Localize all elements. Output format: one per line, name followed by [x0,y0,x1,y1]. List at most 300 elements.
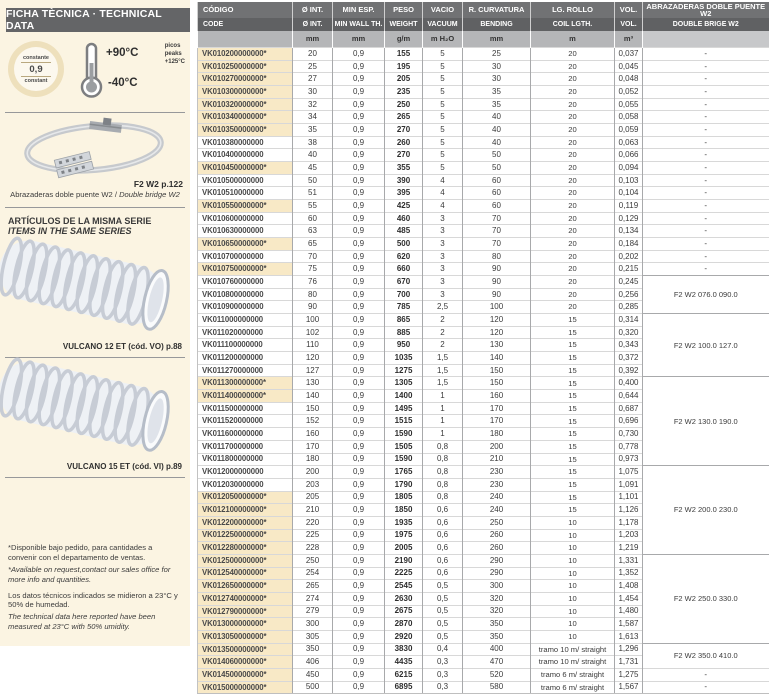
clamp-cell: - [643,668,769,681]
coil-cell: 15 [531,478,615,491]
code-cell: VK011600000000 [198,428,293,441]
diameter-cell: 20 [293,48,333,61]
bending-cell: 300 [463,580,531,593]
table-row [198,643,769,656]
volume-cell: 0,066 [615,149,643,162]
footnote-availability-en: *Available on request,contact our sales office for more info and quantities. [8,564,171,584]
bending-cell: 400 [463,643,531,656]
clamp-page-ref: F2 W2 p.122 [133,179,183,189]
weight-cell: 1515 [385,415,423,428]
wall-cell: 0,9 [333,276,385,289]
diameter-cell: 200 [293,466,333,479]
col-header-es: PESO [385,2,423,18]
wall-cell: 0,9 [333,200,385,213]
table-row [198,681,769,694]
sheet-title-text: FICHA TÈCNICA · TECHNICAL DATA [6,8,162,32]
weight-cell: 1850 [385,504,423,517]
wall-cell: 0,9 [333,187,385,200]
wall-cell: 0,9 [333,136,385,149]
code-cell: VK013050000000* [198,630,293,643]
diameter-cell: 65 [293,238,333,251]
coil-cell: 20 [531,162,615,175]
bending-cell: 30 [463,73,531,86]
weight-cell: 265 [385,111,423,124]
vacuum-cell: 3 [423,288,463,301]
code-cell: VK011000000000 [198,314,293,327]
clamp-cell: - [643,48,769,61]
col-header-es: Ø INT. [293,2,333,18]
diameter-cell: 274 [293,592,333,605]
diameter-cell: 38 [293,136,333,149]
diameter-cell: 110 [293,339,333,352]
bending-cell: 90 [463,276,531,289]
volume-cell: 0,048 [615,73,643,86]
table-row [198,225,769,238]
clamp-cell: - [643,212,769,225]
vacuum-cell: 1 [423,415,463,428]
weight-cell: 6895 [385,681,423,694]
footnotes [8,543,182,638]
volume-cell: 0,343 [615,339,643,352]
diameter-cell: 228 [293,542,333,555]
weight-cell: 460 [385,212,423,225]
diameter-cell: 90 [293,301,333,314]
wall-cell: 0,9 [333,466,385,479]
vacuum-cell: 0,6 [423,516,463,529]
table-row [198,73,769,86]
code-cell: VK010300000000* [198,86,293,99]
vacuum-cell: 3 [423,263,463,276]
volume-cell: 0,687 [615,402,643,415]
volume-cell: 0,184 [615,238,643,251]
col-header-en: BENDING [463,18,531,31]
badge-label-en: constant [24,77,48,84]
wall-cell: 0,9 [333,453,385,466]
code-cell: VK012650000000* [198,580,293,593]
wall-cell: 0,9 [333,314,385,327]
badge-label-es: constante [23,54,49,61]
diameter-cell: 51 [293,187,333,200]
weight-cell: 1790 [385,478,423,491]
diameter-cell: 55 [293,200,333,213]
coil-cell: 20 [531,301,615,314]
clamp-caption-es: Abrazaderas doble puente W2 / [10,190,120,199]
vacuum-cell: 0,5 [423,580,463,593]
coil-cell: 15 [531,491,615,504]
volume-cell: 0,696 [615,415,643,428]
bending-cell: 35 [463,98,531,111]
weight-cell: 660 [385,263,423,276]
wall-cell: 0,9 [333,390,385,403]
clamp-group-cell: F2 W2 250.0 330.0 [643,554,769,643]
coil-cell: 20 [531,187,615,200]
table-row [198,162,769,175]
bending-cell: 70 [463,238,531,251]
bending-cell: 60 [463,200,531,213]
clamp-cell: - [643,162,769,175]
series-title-en: ITEMS IN THE SAME SERIES [8,226,132,236]
volume-cell: 0,215 [615,263,643,276]
bending-cell: 350 [463,618,531,631]
diameter-cell: 203 [293,478,333,491]
clamp-group-cell: F2 W2 076.0 090.0 [643,276,769,314]
wall-cell: 0,9 [333,288,385,301]
code-cell: VK010600000000 [198,212,293,225]
volume-cell: 0,052 [615,86,643,99]
col-header-en: DOUBLE BRIGE W2 [643,18,769,31]
temp-min: -40°C [108,77,138,89]
volume-cell: 1,331 [615,554,643,567]
code-cell: VK010380000000 [198,136,293,149]
wall-cell: 0,9 [333,504,385,517]
bending-cell: 260 [463,542,531,555]
vacuum-cell: 1,5 [423,377,463,390]
weight-cell: 6215 [385,668,423,681]
coil-cell: 15 [531,453,615,466]
hose-image-vulcano-15 [4,362,186,462]
diameter-cell: 60 [293,212,333,225]
vacuum-cell: 2 [423,339,463,352]
bending-cell: 90 [463,263,531,276]
table-row [198,377,769,390]
vacuum-cell: 0,8 [423,453,463,466]
diameter-cell: 75 [293,263,333,276]
wall-cell: 0,9 [333,554,385,567]
bending-cell: 230 [463,466,531,479]
hose1-caption: VULCANO 12 ET (cód. VO) p.88 [62,342,182,351]
weight-cell: 785 [385,301,423,314]
constant-coefficient-badge-inner [14,47,58,91]
volume-cell: 0,778 [615,440,643,453]
weight-cell: 390 [385,174,423,187]
wall-cell: 0,9 [333,364,385,377]
vacuum-cell: 4 [423,187,463,200]
vacuum-cell: 4 [423,174,463,187]
coil-cell: tramo 10 m/ straight [531,643,615,656]
bending-cell: 150 [463,364,531,377]
temp-peaks [165,43,185,66]
bending-cell: 40 [463,111,531,124]
wall-cell: 0,9 [333,643,385,656]
table-row [198,111,769,124]
vacuum-cell: 4 [423,200,463,213]
coil-cell: 20 [531,111,615,124]
clamp-cell: - [643,98,769,111]
diameter-cell: 350 [293,643,333,656]
bending-cell: 290 [463,567,531,580]
weight-cell: 270 [385,124,423,137]
wall-cell: 0,9 [333,580,385,593]
diameter-cell: 305 [293,630,333,643]
wall-cell: 0,9 [333,263,385,276]
code-cell: VK010500000000 [198,174,293,187]
code-cell: VK012790000000* [198,605,293,618]
bending-cell: 260 [463,529,531,542]
coil-cell: tramo 6 m/ straight [531,681,615,694]
bending-cell: 180 [463,428,531,441]
vacuum-cell: 1 [423,402,463,415]
col-header-unit: m [531,31,615,48]
volume-cell: 0,104 [615,187,643,200]
code-cell: VK014060000000* [198,656,293,669]
vacuum-cell: 0,6 [423,554,463,567]
col-header-en: Ø INT. [293,18,333,31]
weight-cell: 2675 [385,605,423,618]
volume-cell: 0,400 [615,377,643,390]
bending-cell: 210 [463,453,531,466]
code-cell: VK010700000000 [198,250,293,263]
volume-cell: 1,480 [615,605,643,618]
diameter-cell: 152 [293,415,333,428]
bending-cell: 240 [463,491,531,504]
weight-cell: 885 [385,326,423,339]
weight-cell: 1505 [385,440,423,453]
weight-cell: 670 [385,276,423,289]
weight-cell: 3830 [385,643,423,656]
wall-cell: 0,9 [333,428,385,441]
wall-cell: 0,9 [333,630,385,643]
volume-cell: 1,203 [615,529,643,542]
volume-cell: 0,973 [615,453,643,466]
code-cell: VK011300000000* [198,377,293,390]
weight-cell: 4435 [385,656,423,669]
bending-cell: 80 [463,250,531,263]
diameter-cell: 102 [293,326,333,339]
coil-cell: 15 [531,364,615,377]
diameter-cell: 32 [293,98,333,111]
wall-cell: 0,9 [333,668,385,681]
coil-cell: 20 [531,276,615,289]
col-header-es: ABRAZADERAS DOBLE PUENTE W2 [643,2,769,18]
weight-cell: 395 [385,187,423,200]
bending-cell: 320 [463,592,531,605]
weight-cell: 205 [385,73,423,86]
code-cell: VK015000000000* [198,681,293,694]
coil-cell: 20 [531,263,615,276]
clamp-cell: - [643,124,769,137]
weight-cell: 2630 [385,592,423,605]
weight-cell: 355 [385,162,423,175]
clamp-cell: - [643,60,769,73]
bending-cell: 120 [463,314,531,327]
vacuum-cell: 3 [423,225,463,238]
coil-cell: 10 [531,618,615,631]
coil-cell: 15 [531,504,615,517]
vacuum-cell: 1 [423,428,463,441]
clamp-image [6,117,184,179]
wall-cell: 0,9 [333,326,385,339]
clamp-cell: - [643,86,769,99]
coil-cell: 20 [531,136,615,149]
code-cell: VK010750000000* [198,263,293,276]
thermometer-icon [78,41,105,99]
wall-cell: 0,9 [333,605,385,618]
coil-cell: 20 [531,86,615,99]
code-cell: VK010630000000 [198,225,293,238]
weight-cell: 1590 [385,428,423,441]
wall-cell: 0,9 [333,339,385,352]
clamp-cell: - [643,73,769,86]
wall-cell: 0,9 [333,656,385,669]
code-cell: VK010270000000* [198,73,293,86]
bending-cell: 25 [463,48,531,61]
footnote-conditions-en: The technical data here reported have been measured at 23°C with 50% umidity. [8,612,156,632]
clamp-cell: - [643,238,769,251]
code-cell: VK011200000000 [198,352,293,365]
weight-cell: 235 [385,86,423,99]
vacuum-cell: 0,6 [423,567,463,580]
volume-cell: 1,296 [615,643,643,656]
coil-cell: 15 [531,440,615,453]
diameter-cell: 170 [293,440,333,453]
properties-row [0,32,190,110]
diameter-cell: 63 [293,225,333,238]
volume-cell: 0,055 [615,98,643,111]
divider [5,477,185,478]
vacuum-cell: 5 [423,111,463,124]
col-header-es: CÓDIGO [198,2,293,18]
bending-cell: 130 [463,339,531,352]
bending-cell: 140 [463,352,531,365]
vacuum-cell: 0,6 [423,542,463,555]
clamp-cell: - [643,225,769,238]
bending-cell: 200 [463,440,531,453]
diameter-cell: 45 [293,162,333,175]
col-header-unit: mm [333,31,385,48]
weight-cell: 1975 [385,529,423,542]
diameter-cell: 130 [293,377,333,390]
weight-cell: 1765 [385,466,423,479]
weight-cell: 1805 [385,491,423,504]
bending-cell: 470 [463,656,531,669]
clamp-cell: - [643,111,769,124]
table-row [198,314,769,327]
coil-cell: 10 [531,542,615,555]
coil-cell: 10 [531,567,615,580]
code-cell: VK010320000000* [198,98,293,111]
weight-cell: 500 [385,238,423,251]
table-row [198,149,769,162]
bending-cell: 580 [463,681,531,694]
bending-cell: 170 [463,402,531,415]
clamp-cell: - [643,149,769,162]
weight-cell: 425 [385,200,423,213]
vacuum-cell: 5 [423,98,463,111]
code-cell: VK012280000000* [198,542,293,555]
table-row [198,250,769,263]
volume-cell: 0,256 [615,288,643,301]
coil-cell: tramo 10 m/ straight [531,656,615,669]
bending-cell: 320 [463,605,531,618]
temperature-range [76,41,186,103]
weight-cell: 485 [385,225,423,238]
code-cell: VK012200000000* [198,516,293,529]
coil-cell: 10 [531,630,615,643]
code-cell: VK010400000000 [198,149,293,162]
vacuum-cell: 3 [423,212,463,225]
volume-cell: 0,119 [615,200,643,213]
code-cell: VK012740000000* [198,592,293,605]
diameter-cell: 254 [293,567,333,580]
temp-peaks-value: +125°C [164,58,185,65]
col-header-en: CODE [198,18,293,31]
volume-cell: 1,408 [615,580,643,593]
diameter-cell: 25 [293,60,333,73]
weight-cell: 270 [385,149,423,162]
coil-cell: 15 [531,339,615,352]
clamp-group-cell: F2 W2 130.0 190.0 [643,377,769,466]
coil-cell: 20 [531,225,615,238]
volume-cell: 1,219 [615,542,643,555]
diameter-cell: 180 [293,453,333,466]
clamp-cell: - [643,174,769,187]
diameter-cell: 500 [293,681,333,694]
volume-cell: 1,587 [615,618,643,631]
weight-cell: 1590 [385,453,423,466]
table-row [198,263,769,276]
code-cell: VK010800000000 [198,288,293,301]
diameter-cell: 450 [293,668,333,681]
table-row [198,668,769,681]
col-header-en: VOL. [615,18,643,31]
code-cell: VK011520000000 [198,415,293,428]
code-cell: VK010510000000 [198,187,293,200]
code-cell: VK010250000000* [198,60,293,73]
col-header-es: VACIO [423,2,463,18]
table-row [198,60,769,73]
code-cell: VK011020000000 [198,326,293,339]
diameter-cell: 406 [293,656,333,669]
clamp-cell: - [643,136,769,149]
volume-cell: 0,045 [615,60,643,73]
temp-peaks-en: peaks [164,50,182,57]
weight-cell: 2005 [385,542,423,555]
vacuum-cell: 0,6 [423,504,463,517]
clamp-cell: - [643,187,769,200]
bending-cell: 40 [463,136,531,149]
wall-cell: 0,9 [333,301,385,314]
table-row [198,136,769,149]
volume-cell: 0,644 [615,390,643,403]
coil-cell: 10 [531,580,615,593]
table-head [198,2,769,48]
vacuum-cell: 2 [423,314,463,327]
bending-cell: 70 [463,225,531,238]
weight-cell: 700 [385,288,423,301]
constant-coefficient-badge [8,41,64,97]
code-cell: VK011800000000 [198,453,293,466]
volume-cell: 1,178 [615,516,643,529]
vacuum-cell: 5 [423,136,463,149]
bending-cell: 35 [463,86,531,99]
table-row [198,124,769,137]
vacuum-cell: 2 [423,326,463,339]
wall-cell: 0,9 [333,124,385,137]
bending-cell: 230 [463,478,531,491]
vacuum-cell: 0,8 [423,491,463,504]
code-cell: VK012100000000* [198,504,293,517]
wall-cell: 0,9 [333,174,385,187]
wall-cell: 0,9 [333,352,385,365]
bending-cell: 40 [463,124,531,137]
coil-cell: 15 [531,415,615,428]
bending-cell: 50 [463,162,531,175]
wall-cell: 0,9 [333,415,385,428]
volume-cell: 0,245 [615,276,643,289]
volume-cell: 0,730 [615,428,643,441]
table-row [198,554,769,567]
weight-cell: 1305 [385,377,423,390]
